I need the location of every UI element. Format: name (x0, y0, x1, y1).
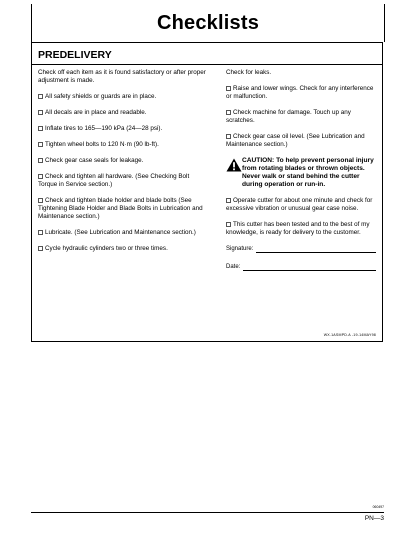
checklist-item: Check and tighten all hardware. (See Checking Bolt Torque in Service section.) (38, 173, 190, 188)
checklist-item: All safety shields or guards are in place. (38, 93, 210, 101)
signature-label: Signature: (226, 246, 254, 252)
page-number: PN—3 (364, 515, 384, 522)
checkbox-icon[interactable] (226, 134, 231, 139)
footer-code: 060497 (372, 505, 384, 509)
checklist-item: Check gear case oil level. (See Lubrication and Maintenance section.) (226, 133, 365, 148)
checklist-item: Check gear case seals for leakage. (38, 157, 210, 165)
checklist-item: Check and tighten blade holder and blade bolts (See Tightening Blade Holder and Blade Bolts in Lubrication and Maintenance section.) (38, 197, 203, 220)
caution-text: CAUTION: To help prevent personal injury from rotating blades or thrown objects. Never walk or stand behind the cutter during operation or run-in. (242, 157, 374, 188)
heading-divider (32, 64, 382, 65)
footer-rule (31, 512, 384, 513)
section-heading: PREDELIVERY (38, 49, 112, 61)
predelivery-panel (31, 42, 383, 342)
checklist-item: Inflate tires to 165—190 kPa (24—28 psi). (38, 125, 210, 133)
checklist-item: Raise and lower wings. Check for any interference or malfunction. (226, 85, 374, 100)
checkbox-icon[interactable] (226, 86, 231, 91)
checkbox-icon[interactable] (38, 158, 43, 163)
checkbox-icon[interactable] (226, 198, 231, 203)
checkbox-icon[interactable] (226, 110, 231, 115)
checkbox-icon[interactable] (38, 246, 43, 251)
continued-text: Check for leaks. (226, 69, 272, 76)
checkbox-icon[interactable] (226, 222, 231, 227)
page-title: Checklists (156, 12, 260, 34)
checklist-item: Check machine for damage. Touch up any scratches. (226, 109, 351, 124)
checklist-item: Tighten wheel bolts to 120 N·m (90 lb-ft). (38, 141, 210, 149)
checkbox-icon[interactable] (38, 142, 43, 147)
checkbox-icon[interactable] (38, 198, 43, 203)
checkbox-icon[interactable] (38, 230, 43, 235)
checkbox-icon[interactable] (38, 110, 43, 115)
checklist-item: Cycle hydraulic cylinders two or three times. (38, 245, 210, 253)
signature-line[interactable] (256, 246, 376, 253)
checkbox-icon[interactable] (38, 126, 43, 131)
checklist-item: Operate cutter for about one minute and check for excessive vibration or unusual gear case noise. (226, 197, 373, 212)
checklist-item: Lubricate. (See Lubrication and Maintenance section.) (38, 229, 210, 237)
title-rule-right (384, 4, 385, 42)
intro-text: Check off each item as it is found satisfactory or after proper adjustment is made. (38, 69, 206, 84)
checkbox-icon[interactable] (38, 174, 43, 179)
checkbox-icon[interactable] (38, 94, 43, 99)
date-label: Date: (226, 264, 241, 270)
signature-row (226, 245, 376, 253)
caution-block (226, 157, 376, 189)
left-column (38, 69, 210, 261)
date-line[interactable] (243, 264, 376, 271)
checklist-item: This cutter has been tested and to the best of my knowledge, is ready for delivery to the customer. (226, 221, 370, 236)
panel-reference-code: WX.1ASMPD.A -19-14MAY98 (323, 333, 376, 337)
warning-triangle-icon (226, 158, 242, 172)
checklist-item: All decals are in place and readable. (38, 109, 210, 117)
right-column (226, 69, 376, 281)
date-row (226, 263, 376, 271)
